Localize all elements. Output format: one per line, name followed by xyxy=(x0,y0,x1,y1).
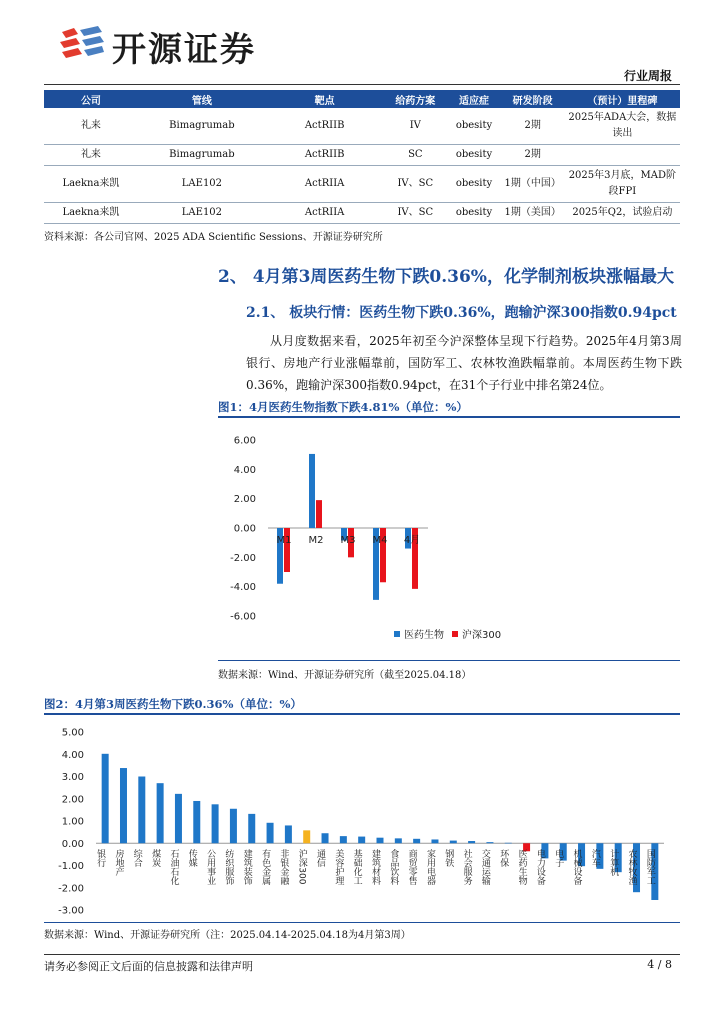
kaiyuan-logo-icon xyxy=(58,24,106,64)
x-tick-label: 国防军工 xyxy=(644,849,655,886)
body-paragraph: 从月度数据来看，2025年初至今沪深整体呈现下行趋势。2025年4月第3周银行、房地产行业涨幅靠前，国防军工、农林牧渔跌幅靠前。本周医药生物下跌0.36%，跑输沪深300指数0.94pct，在31个子行业中排名第24位。 xyxy=(246,334,682,392)
table-cell: Bimagrumab xyxy=(138,145,266,166)
x-tick-label: 商贸零售 xyxy=(406,849,417,886)
bar-有色金属 xyxy=(267,823,274,843)
table-cell: 2025年3月底，MAD阶段FPI xyxy=(565,166,680,203)
x-tick-label: 沪深300 xyxy=(296,849,307,885)
bar-钢铁 xyxy=(450,841,457,844)
table-cell: ActRIIA xyxy=(266,203,383,224)
bar-传媒 xyxy=(193,801,200,843)
bar-家用电器 xyxy=(431,839,438,843)
logo-text: 开源证券 xyxy=(112,30,256,70)
bar-煤炭 xyxy=(157,783,164,843)
table-cell: 2期 xyxy=(501,108,565,145)
table-cell: 2025年Q2，试验启动 xyxy=(565,203,680,224)
table-row xyxy=(44,108,680,145)
figure1-bottom-rule xyxy=(218,660,680,661)
subsection-heading: 2.1、 板块行情：医药生物下跌0.36%，跑输沪深300指数0.94pct xyxy=(246,305,677,321)
x-tick-label: 医药生物 xyxy=(516,849,527,886)
table-cell: Laekna来凯 xyxy=(44,203,138,224)
y-tick-label: -6.00 xyxy=(230,611,256,623)
figure2-title-rule xyxy=(44,713,680,715)
legend-swatch xyxy=(394,631,400,637)
x-tick-label: 房地产 xyxy=(113,849,124,877)
x-tick-label: 有色金属 xyxy=(260,849,271,886)
x-tick-label: 食品饮料 xyxy=(388,849,399,886)
legend-label: 沪深300 xyxy=(462,630,502,641)
x-tick-label: 环保 xyxy=(498,849,509,868)
bar-商贸零售 xyxy=(413,839,420,843)
x-tick-label: 非银金融 xyxy=(278,849,289,886)
x-tick-label: 煤炭 xyxy=(150,849,161,868)
section-heading: 2、 4月第3周医药生物下跌0.36%，化学制剂板块涨幅最大 xyxy=(218,267,674,287)
bar-银行 xyxy=(102,754,109,843)
bar-沪深300 xyxy=(316,500,322,528)
table-cell: 礼来 xyxy=(44,145,138,166)
figure2-source: 数据来源：Wind、开源证券研究所（注：2025.04.14-2025.04.18为4月第3周） xyxy=(44,930,411,941)
y-tick-label: -2.00 xyxy=(58,883,84,895)
y-tick-label: 3.00 xyxy=(61,772,84,783)
x-tick-label: 社会服务 xyxy=(461,849,472,886)
x-tick-label: M2 xyxy=(308,535,324,546)
y-tick-label: 1.00 xyxy=(61,816,84,828)
x-tick-label: 交通运输 xyxy=(479,849,490,886)
figure2-title: 图2：4月第3周医药生物下跌0.36%（单位：%） xyxy=(44,697,302,711)
figure1-title: 图1：4月医药生物指数下跌4.81%（单位：%） xyxy=(218,400,468,414)
y-tick-label: 4.00 xyxy=(61,749,84,761)
x-tick-label: M1 xyxy=(276,535,292,546)
bar-综合 xyxy=(138,777,145,844)
y-tick-label: 0.00 xyxy=(61,838,84,850)
table-cell: Bimagrumab xyxy=(138,108,266,145)
figure2-bottom-rule xyxy=(44,922,680,923)
column-header: 给药方案 xyxy=(383,90,447,108)
bar-交通运输 xyxy=(486,842,493,843)
bar-房地产 xyxy=(120,768,127,843)
x-tick-label: 石油石化 xyxy=(168,849,179,886)
x-tick-label: 基础化工 xyxy=(351,849,362,886)
table-cell: obesity xyxy=(447,166,500,203)
x-tick-label: 银行 xyxy=(95,849,106,868)
table-cell: 礼来 xyxy=(44,108,138,145)
x-tick-label: 纺织服饰 xyxy=(223,849,234,886)
x-tick-label: 农林牧渔 xyxy=(626,849,637,886)
bar-社会服务 xyxy=(468,841,475,843)
x-tick-label: 公用事业 xyxy=(205,849,216,886)
table-cell: 1期（中国） xyxy=(501,166,565,203)
bar-食品饮料 xyxy=(395,838,402,843)
y-tick-label: 5.00 xyxy=(61,727,84,739)
table-cell: IV、SC xyxy=(383,203,447,224)
x-tick-label: 钢铁 xyxy=(443,849,454,868)
x-tick-label: 综合 xyxy=(131,849,142,868)
footer-disclaimer: 请务必参阅正文后面的信息披露和法律声明 xyxy=(44,960,253,973)
x-tick-label: 计算机 xyxy=(608,849,619,877)
x-tick-label: 4月 xyxy=(403,535,421,546)
bar-通信 xyxy=(322,833,329,843)
column-header: 管线 xyxy=(138,90,266,108)
table-cell: ActRIIB xyxy=(266,108,383,145)
x-tick-label: 通信 xyxy=(315,849,326,868)
column-header: 靶点 xyxy=(266,90,383,108)
x-tick-label: 建筑材料 xyxy=(370,849,380,886)
x-tick-label: 传媒 xyxy=(186,849,197,868)
x-tick-label: 电力设备 xyxy=(534,849,545,886)
y-tick-label: 2.00 xyxy=(61,794,84,806)
y-tick-label: 6.00 xyxy=(233,435,256,447)
table-cell: 1期（美国） xyxy=(501,203,565,224)
table-cell: 2期 xyxy=(501,145,565,166)
table-cell: IV xyxy=(383,108,447,145)
bar-公用事业 xyxy=(212,804,219,843)
header-divider xyxy=(44,84,680,85)
column-header: （预计）里程碑 xyxy=(565,90,680,108)
table-cell: SC xyxy=(383,145,447,166)
x-tick-label: 建筑装饰 xyxy=(241,849,252,886)
table-row xyxy=(44,203,680,224)
x-tick-label: M3 xyxy=(340,535,356,546)
table-cell: obesity xyxy=(447,108,500,145)
table-cell: obesity xyxy=(447,203,500,224)
table-cell: obesity xyxy=(447,145,500,166)
y-tick-label: 4.00 xyxy=(233,464,256,476)
table-row xyxy=(44,145,680,166)
table-cell xyxy=(565,145,680,166)
footer-divider xyxy=(44,954,680,955)
y-tick-label: 2.00 xyxy=(233,494,256,506)
table-cell: 2025年ADA大会，数据读出 xyxy=(565,108,680,145)
y-tick-label: -2.00 xyxy=(230,552,256,564)
page-number: 4 / 8 xyxy=(647,958,672,971)
y-tick-label: -4.00 xyxy=(230,582,256,594)
x-tick-label: 汽车 xyxy=(589,849,600,868)
report-type: 行业周报 xyxy=(623,69,672,83)
bar-建筑装饰 xyxy=(248,814,255,843)
x-tick-label: 电子 xyxy=(553,849,564,868)
figure1-source: 数据来源：Wind、开源证券研究所（截至2025.04.18） xyxy=(218,670,472,681)
table-cell: ActRIIB xyxy=(266,145,383,166)
table-cell: LAE102 xyxy=(138,166,266,203)
table-cell: LAE102 xyxy=(138,203,266,224)
column-header: 适应症 xyxy=(447,90,500,108)
legend-label: 医药生物 xyxy=(404,630,444,641)
bar-纺织服饰 xyxy=(230,809,237,843)
bar-环保 xyxy=(505,843,512,844)
bar-非银金融 xyxy=(285,825,292,843)
pipeline-table xyxy=(44,90,680,224)
figure1-title-rule xyxy=(218,416,680,418)
x-tick-label: 机械设备 xyxy=(571,849,582,886)
column-header: 公司 xyxy=(44,90,138,108)
y-tick-label: -3.00 xyxy=(58,905,84,917)
table-header-row xyxy=(44,90,680,108)
bar-医药生物 xyxy=(309,454,315,528)
x-tick-label: 家用电器 xyxy=(424,849,435,886)
table-cell: ActRIIA xyxy=(266,166,383,203)
figure1-chart xyxy=(218,420,680,658)
bar-美容护理 xyxy=(340,836,347,843)
x-tick-label: M4 xyxy=(372,535,388,546)
table-cell: IV、SC xyxy=(383,166,447,203)
bar-基础化工 xyxy=(358,837,365,844)
table-cell: Laekna来凯 xyxy=(44,166,138,203)
bar-沪深300 xyxy=(303,830,310,843)
y-tick-label: 0.00 xyxy=(233,523,256,535)
figure2-chart xyxy=(44,718,680,922)
y-tick-label: -1.00 xyxy=(58,861,84,872)
bar-石油石化 xyxy=(175,794,182,843)
x-tick-label: 美容护理 xyxy=(333,849,344,886)
legend-swatch xyxy=(452,631,458,637)
column-header: 研发阶段 xyxy=(501,90,565,108)
bar-建筑材料 xyxy=(377,838,384,844)
table-source-note: 资料来源：各公司官网、2025 ADA Scientific Sessions、开源证券研究所 xyxy=(44,232,383,243)
table-row xyxy=(44,166,680,203)
